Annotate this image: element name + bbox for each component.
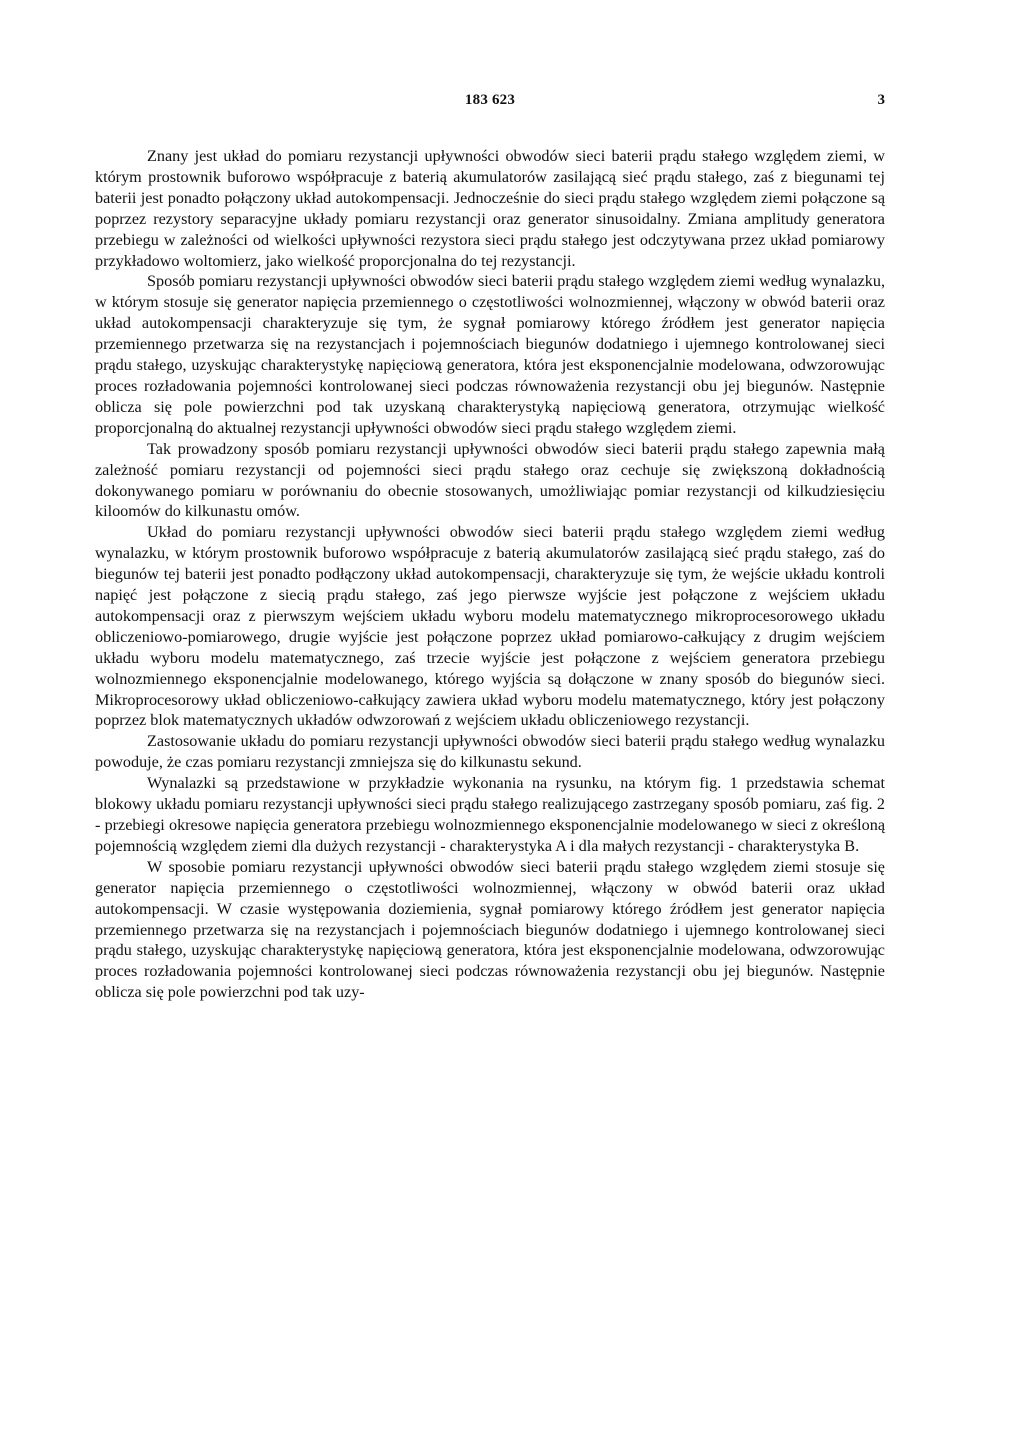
page-header (95, 92, 885, 116)
paragraph-4: Układ do pomiaru rezystancji upływności obwodów sieci baterii prądu stałego względem ziemi według wynalazku, w którym prostownik buforowo współpracuje z baterią akumulatorów zasilającą sieć prądu stałego, zaś do biegunów tej baterii jest ponadto podłączony układ autokompensacji, charakteryzuje się tym, że wejście układu kontroli napięć jest połączone z siecią prądu stałego, zaś jego pierwsze wyjście jest połączone z wejściem układu autokompensacji oraz z pierwszym wejściem układu wyboru modelu matematycznego mikroprocesorowego układu obliczeniowo-pomiarowego, drugie wyjście jest połączone poprzez układ pomiarowo-całkujący z drugim wejściem układu wyboru modelu matematycznego, zaś trzecie wyjście jest połączone z wejściem generatora przebiegu wolnozmiennego eksponencjalnie modelowanego, którego wyjścia są dołączone w znany sposób do biegunów sieci. Mikroprocesorowy układ obliczeniowo-całkujący zawiera układ wyboru modelu matematycznego, który jest połączony poprzez blok matematycznych układów odwzorowań z wejściem układu obliczeniowego rezystancji. (95, 523, 885, 730)
page-number: 3 (877, 92, 885, 108)
body-text (95, 146, 885, 1003)
paragraph-1: Znany jest układ do pomiaru rezystancji upływności obwodów sieci baterii prądu stałego względem ziemi, w którym prostownik buforowo współpracuje z baterią akumulatorów zasilającą sieć prądu stałego, zaś z biegunami tej baterii jest ponadto połączony układ autokompensacji. Jednocześnie do sieci prądu stałego względem ziemi połączone są poprzez rezystory separacyjne układy pomiaru rezystancji oraz generator sinusoidalny. Zmiana amplitudy generatora przebiegu w zależności od wielkości upływności rezystora sieci prądu stałego jest odczytywana przez układ pomiarowy przykładowo woltomierz, jako wielkość proporcjonalna do tej rezystancji. (95, 147, 885, 270)
paragraph-6: Wynalazki są przedstawione w przykładzie wykonania na rysunku, na którym fig. 1 przedstawia schemat blokowy układu pomiaru rezystancji upływności sieci prądu stałego realizującego zastrzegany sposób pomiaru, zaś fig. 2 - przebiegi okresowe napięcia generatora przebiegu wolnozmiennego eksponencjalnie modelowanego w sieci z określoną pojemnością względem ziemi dla dużych rezystancji - charakterystyka A i dla małych rezystancji - charakterystyka B. (95, 774, 885, 855)
paragraph-5: Zastosowanie układu do pomiaru rezystancji upływności obwodów sieci baterii prądu stałego według wynalazku powoduje, że czas pomiaru rezystancji zmniejsza się do kilkunastu sekund. (95, 732, 885, 772)
patent-number: 183 623 (464, 92, 516, 108)
paragraph-7: W sposobie pomiaru rezystancji upływności obwodów sieci baterii prądu stałego względem ziemi stosuje się generator napięcia przemiennego o częstotliwości wolnozmiennej, włączony w obwód baterii oraz układ autokompensacji. W czasie występowania doziemienia, sygnał pomiarowy którego źródłem jest generator napięcia przemiennego przetwarza się na rezystancjach i pojemnościach biegunów dodatniego i ujemnego kontrolowanej sieci prądu stałego, uzyskując charakterystykę napięciową generatora, która jest eksponencjalnie modelowana, odwzorowując proces rozładowania pojemności kontrolowanej sieci podczas równoważenia rezystancji obu jej biegunów. Następnie oblicza się pole powierzchni pod tak uzy- (95, 857, 885, 1002)
paragraph-3: Tak prowadzony sposób pomiaru rezystancji upływności obwodów sieci baterii prądu stałego zapewnia małą zależność pomiaru rezystancji od pojemności sieci prądu stałego oraz cechuje się zwiększoną dokładnością dokonywanego pomiaru w porównaniu do obecnie stosowanych, umożliwiając pomiar rezystancji od kilkudziesięciu kiloomów do kilkunastu omów. (95, 439, 885, 521)
paragraph-2: Sposób pomiaru rezystancji upływności obwodów sieci baterii prądu stałego względem ziemi według wynalazku, w którym stosuje się generator napięcia przemiennego o częstotliwości wolnozmiennej, włączony w obwód baterii oraz układ autokompensacji charakteryzuje się tym, że sygnał pomiarowy którego źródłem jest generator napięcia przemiennego przetwarza się na rezystancjach i pojemnościach biegunów dodatniego i ujemnego kontrolowanej sieci prądu stałego, uzyskując charakterystykę napięciową generatora, która jest eksponencjalnie modelowana, odwzorowując proces rozładowania pojemności kontrolowanej sieci podczas równoważenia rezystancji obu jej biegunów. Następnie oblicza się pole powierzchni pod tak uzyskaną charakterystyką napięciową generatora, otrzymując wielkość proporcjonalną do aktualnej rezystancji upływności obwodów sieci prądu stałego względem ziemi. (95, 272, 885, 437)
